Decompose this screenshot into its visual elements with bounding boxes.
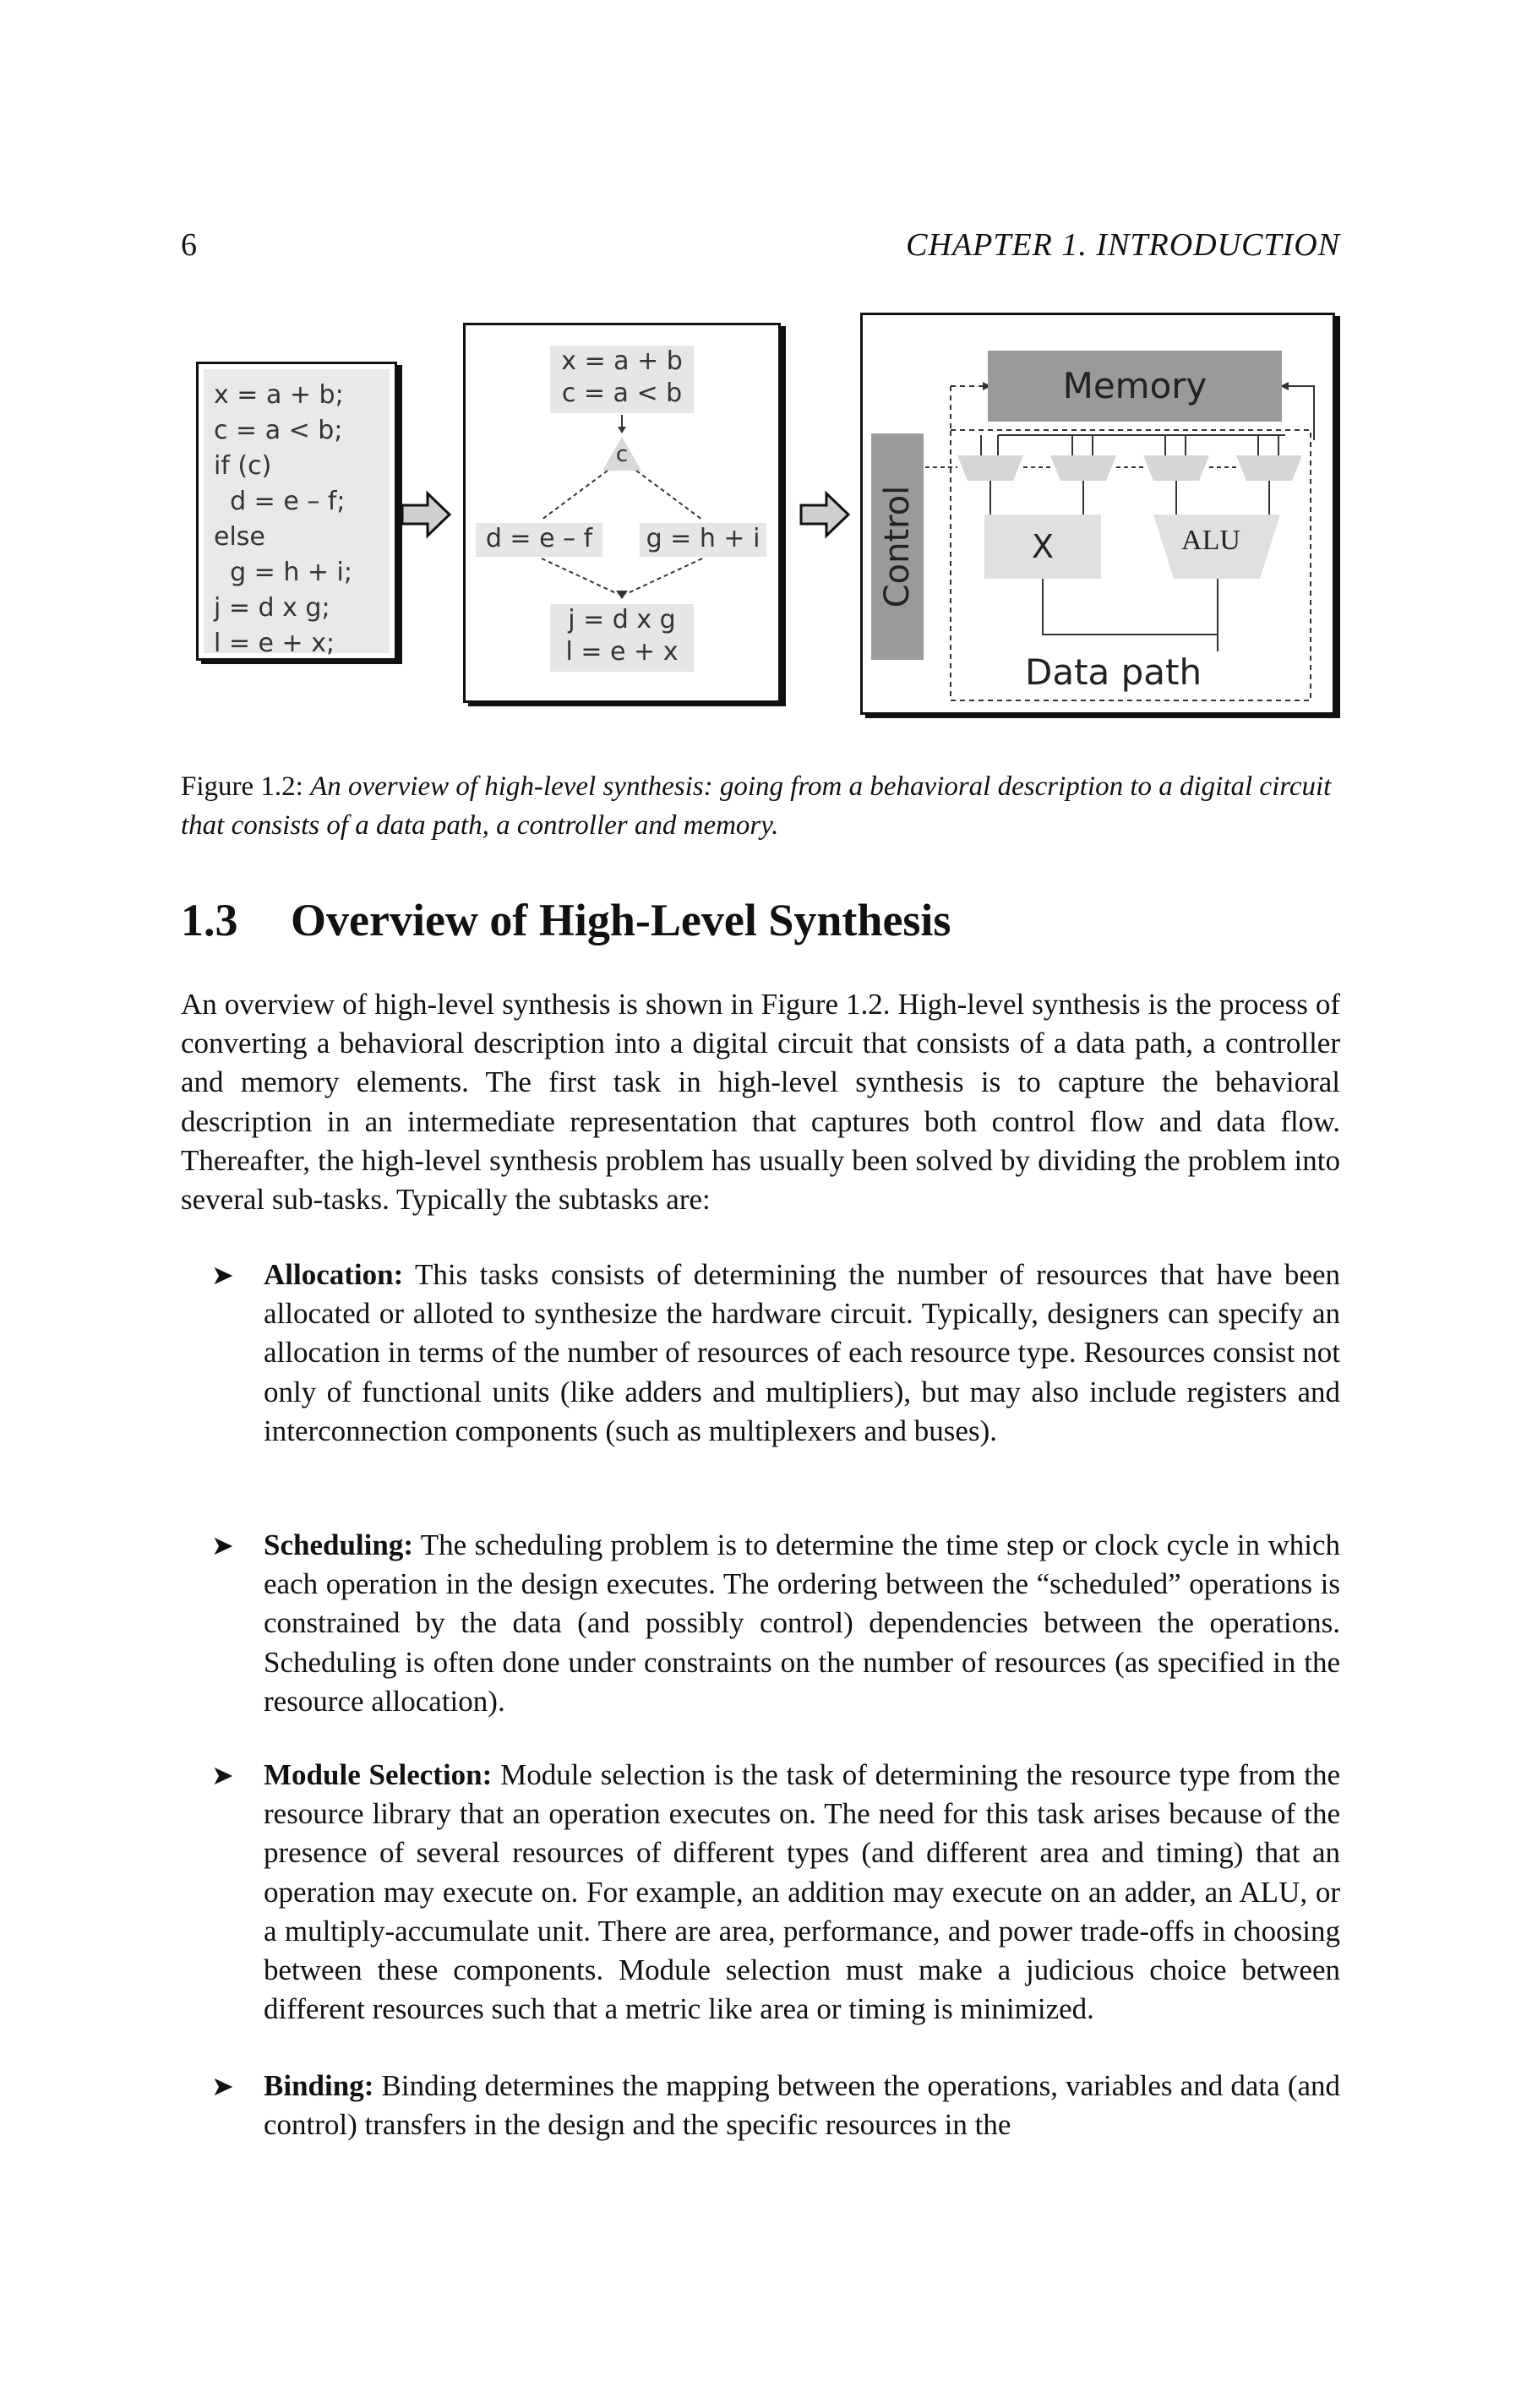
caption-label: Figure 1.2: [181,771,303,802]
code-line: g = h + i; [214,558,352,587]
bullet-binding [211,2067,1340,2144]
datapath-label: Data path [1025,651,1202,693]
code-line: c = a < b; [214,416,343,445]
cdfg-left-branch: d = e – f [476,523,602,557]
cdfg-box [463,323,781,703]
mux-shape [1236,455,1302,481]
bullet-term: Binding: [264,2069,374,2102]
bullet-allocation [211,1256,1340,1451]
caption-text: An overview of high-level synthesis: going from a behavioral description to a digital circuit that consists of a data path, a controller and memory. [181,771,1332,841]
bullet-module-selection [211,1756,1340,2029]
figure-caption [181,767,1340,845]
rtl-architecture-box [860,313,1335,715]
mux-shape [1050,455,1116,481]
cdfg-condition: c [615,442,629,467]
running-head: CHAPTER 1. INTRODUCTION [906,227,1340,263]
behavioral-code [204,369,390,658]
bullet-text: The scheduling problem is to determine the time step or clock cycle in which each operation in the design executes. The ordering between the “scheduled” operations is constrained by the data (and possibly control) dependencies between the operations. Scheduling is often done under constraints on the number of resources (as specified in the resource allocation). [264,1528,1340,1718]
multiplier-block: X [984,515,1101,579]
code-line: j = d x g; [214,593,330,623]
behavioral-code-box [196,362,397,661]
cdfg-line: l = e + x [565,637,679,667]
cdfg-bottom-node [550,604,694,672]
page-number: 6 [181,227,197,263]
transform-arrow-icon [401,490,453,539]
code-line: l = e + x; [214,629,335,658]
figure-1-2 [177,313,1360,735]
bullet-term: Scheduling: [264,1528,413,1561]
arrow-bullet-icon: ➤ [211,1760,234,1790]
bullet-text: This tasks consists of determining the number of resources that have been allocated or alloted to synthesize the hardware circuit. Typically, designers can specify an allocation in terms of the number of resources of each resource type. Resources consist not only of functional units (like adders and multipliers), but may also include registers and interconnection components (such as multiplexers and buses). [264,1258,1341,1447]
transform-arrow-icon [799,490,852,539]
bullet-term: Module Selection: [264,1758,493,1791]
mux-shape [957,455,1023,481]
arrow-bullet-icon: ➤ [211,2071,234,2101]
bullet-text: Binding determines the mapping between the operations, variables and data (and control) transfers in the design and the specific resources in the [264,2069,1341,2142]
code-line: d = e – f; [214,487,346,516]
cdfg-line: c = a < b [561,379,683,408]
arrow-bullet-icon: ➤ [211,1530,234,1561]
section-title: Overview of High-Level Synthesis [291,895,951,945]
bullet-term: Allocation: [264,1258,404,1291]
code-line: x = a + b; [214,380,344,410]
bullet-text: Module selection is the task of determining the resource type from the resource library that an operation executes on. The need for this task arises because of the presence of several resources of different types (and different area and timing) that an operation may execute on. For example, an addition may execute on an adder, an ALU, or a multiply-accumulate unit. There are area, performance, and power trade-offs in choosing between these components. Module selection must make a judicious choice between different resources such that a metric like area or timing is minimized. [264,1758,1340,2026]
alu-label: ALU [1181,525,1240,556]
section-number: 1.3 [181,895,238,945]
section-heading [181,894,951,946]
code-line: if (c) [214,451,272,481]
mux-shape [1143,455,1209,481]
code-line: else [214,522,265,552]
cdfg-line: j = d x g [568,605,676,635]
bullet-scheduling [211,1526,1340,1721]
cdfg-line: x = a + b [561,346,683,376]
cdfg-right-branch: g = h + i [640,523,766,557]
control-label: Control [878,485,917,608]
arrow-bullet-icon: ➤ [211,1260,234,1290]
intro-paragraph: An overview of high-level synthesis is shown in Figure 1.2. High-level synthesis is the process of converting a behavioral description into a digital circuit that consists of a data path, a controller and memory elements. The first task in high-level synthesis is to capture the behavioral description in an intermediate representation that captures both control flow and data flow. Thereafter, the high-level synthesis problem has usually been solved by dividing the problem into several sub-tasks. Typically the subtasks are: [181,988,1340,1217]
memory-block: Memory [988,351,1282,422]
